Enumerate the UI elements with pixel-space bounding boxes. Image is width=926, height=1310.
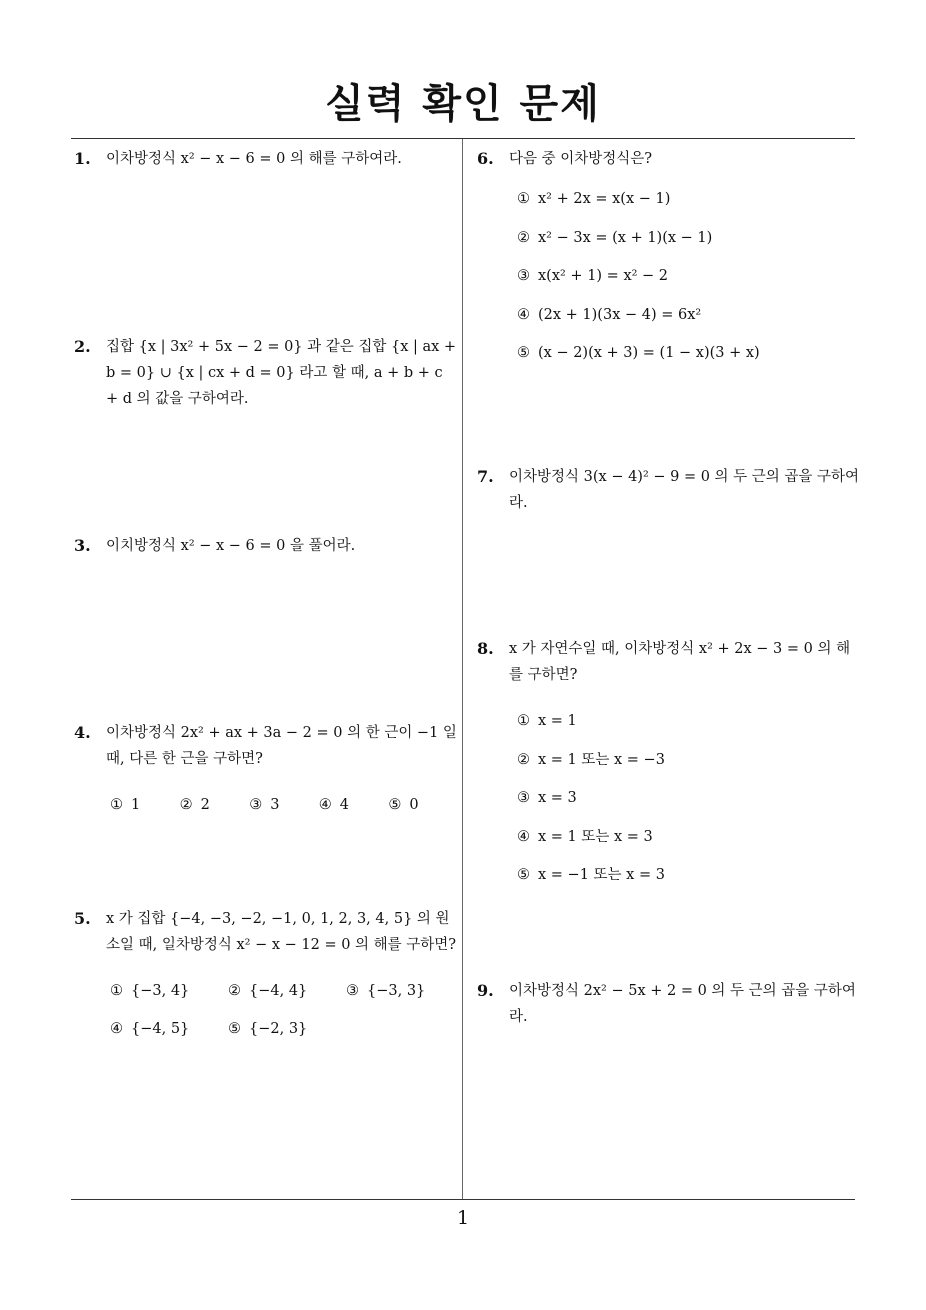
option-mark: ② — [179, 797, 193, 813]
question-7 — [477, 464, 861, 516]
answer-options — [110, 978, 458, 1042]
question-text: 이치방정식 x² − x − 6 = 0 을 풀어라. — [106, 538, 356, 554]
page-title: 실력 확인 문제 — [325, 81, 601, 127]
option-value: (2x + 1)(3x − 4) = 6x² — [538, 306, 702, 323]
answer-options — [110, 792, 458, 818]
option-mark: ③ — [346, 983, 359, 999]
question-6 — [477, 146, 861, 379]
option-5[interactable] — [388, 792, 458, 818]
option-value: 4 — [339, 797, 350, 813]
option-1[interactable] — [517, 708, 861, 747]
option-4[interactable] — [517, 824, 861, 863]
option-mark: ① — [517, 191, 530, 207]
option-value: (x − 2)(x + 3) = (1 − x)(3 + x) — [538, 345, 760, 361]
question-1 — [74, 146, 458, 172]
option-mark: ⑤ — [517, 345, 530, 361]
option-4[interactable] — [517, 302, 861, 341]
option-value: x² + 2x = x(x − 1) — [538, 191, 671, 207]
option-5[interactable] — [517, 340, 861, 379]
option-mark: ④ — [110, 1021, 123, 1037]
question-number: 2. — [74, 337, 91, 356]
option-mark: ① — [110, 983, 123, 999]
option-value: {−2, 3} — [249, 1021, 308, 1037]
question-number: 3. — [74, 536, 91, 555]
option-2[interactable] — [180, 792, 250, 818]
question-text: 다음 중 이차방정식은? — [509, 151, 653, 167]
question-text: 이차방정식 3(x − 4)² − 9 = 0 의 두 근의 곱을 구하여라. — [509, 469, 860, 511]
option-2[interactable] — [517, 225, 861, 264]
option-mark: ④ — [517, 828, 530, 845]
option-3[interactable] — [517, 785, 861, 824]
option-mark: ④ — [517, 306, 530, 323]
question-5 — [74, 906, 458, 1042]
option-3[interactable] — [249, 792, 319, 818]
question-number: 4. — [74, 723, 91, 742]
option-value: x = −1 또는 x = 3 — [538, 867, 665, 883]
option-value: x = 1 — [538, 713, 577, 729]
question-number: 5. — [74, 909, 91, 928]
option-mark: ③ — [517, 268, 530, 284]
question-4 — [74, 720, 458, 818]
option-value: x = 3 — [538, 790, 577, 806]
top-rule — [71, 138, 855, 139]
option-mark: ⑤ — [517, 867, 530, 883]
question-text: 이차방정식 x² − x − 6 = 0 의 해를 구하여라. — [106, 151, 402, 167]
question-9 — [477, 978, 861, 1030]
question-text: 집합 {x | 3x² + 5x − 2 = 0} 과 같은 집합 {x | ax + b = 0} ∪ {x | cx + d = 0} 라고 할 때, a + b + c + d 의 값을 구하여라. — [106, 339, 457, 407]
option-value: 0 — [409, 797, 419, 813]
option-value: {−3, 3} — [367, 983, 426, 999]
option-value: {−4, 5} — [131, 1021, 190, 1037]
option-mark: ④ — [318, 797, 332, 813]
question-3 — [74, 533, 458, 559]
option-value: x(x² + 1) = x² − 2 — [538, 268, 669, 284]
option-1[interactable] — [517, 186, 861, 225]
question-text: x 가 자연수일 때, 이차방정식 x² + 2x − 3 = 0 의 해를 구하면? — [509, 641, 851, 683]
page-number: 1 — [456, 1207, 470, 1229]
option-mark: ③ — [517, 790, 530, 806]
option-mark: ⑤ — [228, 1021, 241, 1037]
question-text: 이차방정식 2x² − 5x + 2 = 0 의 두 근의 곱을 구하여라. — [509, 983, 856, 1025]
question-text: 이차방정식 2x² + ax + 3a − 2 = 0 의 한 근이 −1 일 때, 다른 한 근을 구하면? — [106, 725, 457, 767]
answer-options — [517, 708, 861, 901]
option-4[interactable] — [319, 792, 389, 818]
option-value: 1 — [131, 797, 141, 813]
option-1[interactable] — [110, 792, 180, 818]
option-mark: ① — [517, 713, 530, 729]
question-2 — [74, 334, 458, 412]
question-number: 6. — [477, 149, 494, 168]
option-3[interactable] — [346, 978, 464, 1004]
option-mark: ② — [517, 751, 530, 768]
option-5[interactable] — [228, 1016, 346, 1042]
option-value: x = 1 또는 x = −3 — [538, 751, 665, 768]
question-8 — [477, 636, 861, 901]
question-number: 1. — [74, 149, 91, 168]
option-2[interactable] — [517, 747, 861, 786]
question-text: x 가 집합 {−4, −3, −2, −1, 0, 1, 2, 3, 4, 5} 의 원소일 때, 일차방정식 x² − x − 12 = 0 의 해를 구하면? — [106, 911, 457, 953]
option-mark: ② — [228, 983, 241, 999]
option-mark: ① — [110, 797, 123, 813]
option-mark: ⑤ — [388, 797, 402, 813]
option-value: x² − 3x = (x + 1)(x − 1) — [538, 229, 713, 246]
option-value: {−3, 4} — [131, 983, 190, 999]
option-value: x = 1 또는 x = 3 — [538, 828, 653, 845]
option-value: {−4, 4} — [249, 983, 308, 999]
option-1[interactable] — [110, 978, 228, 1004]
option-4[interactable] — [110, 1016, 228, 1042]
column-divider — [462, 139, 463, 1199]
option-mark: ② — [517, 229, 530, 246]
answer-options — [517, 186, 861, 379]
question-number: 8. — [477, 639, 494, 658]
question-number: 7. — [477, 467, 494, 486]
option-value: 2 — [200, 797, 210, 813]
option-mark: ③ — [249, 797, 263, 813]
option-2[interactable] — [228, 978, 346, 1004]
bottom-rule — [71, 1199, 855, 1200]
option-value: 3 — [270, 797, 280, 813]
option-3[interactable] — [517, 263, 861, 302]
option-5[interactable] — [517, 862, 861, 901]
question-number: 9. — [477, 981, 494, 1000]
